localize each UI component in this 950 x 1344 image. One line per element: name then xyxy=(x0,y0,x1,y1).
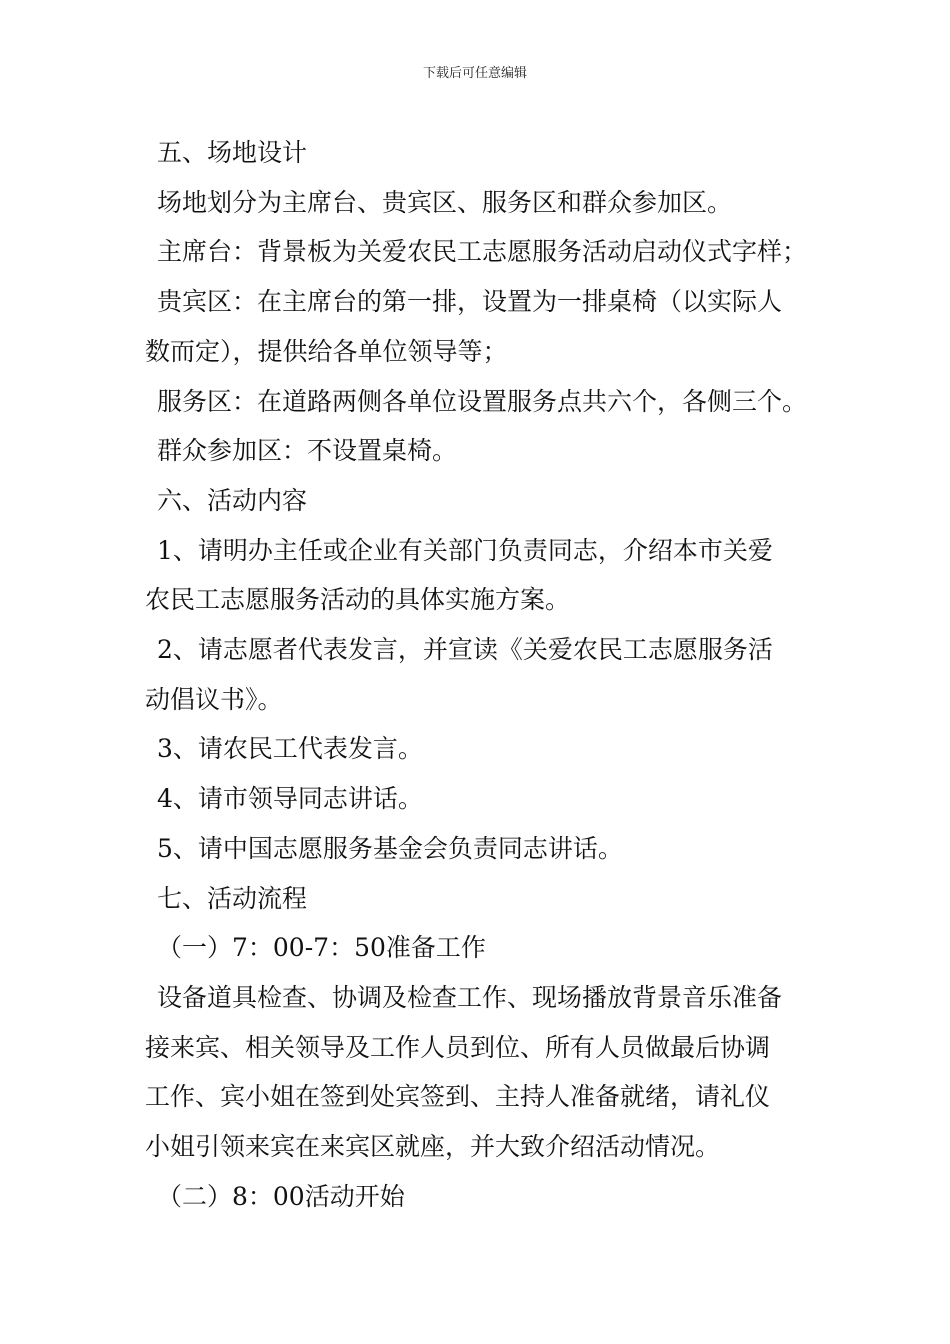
paragraph-line: 贵宾区：在主席台的第一排，设置为一排桌椅（以实际人 xyxy=(157,287,783,317)
paragraph-line: 3、请农民工代表发言。 xyxy=(157,734,423,764)
subsection-heading: （一）7：00-7：50准备工作 xyxy=(157,933,486,963)
paragraph-line: 工作、宾小姐在签到处宾签到、主持人准备就绪，请礼仪 xyxy=(145,1082,771,1112)
paragraph-line: 1、请明办主任或企业有关部门负责同志，介绍本市关爱 xyxy=(157,535,773,565)
paragraph-line: 五、场地设计 xyxy=(157,138,308,167)
paragraph-line: 接来宾、相关领导及工作人员到位、所有人员做最后协调 xyxy=(145,1032,771,1062)
section-heading: 七、活动流程 xyxy=(157,883,308,913)
paragraph-line: 2、请志愿者代表发言，并宣读《关爱农民工志愿服务活 xyxy=(157,635,773,665)
paragraph-line: 4、请市领导同志讲话。 xyxy=(157,784,423,814)
paragraph-line: 农民工志愿服务活动的具体实施方案。 xyxy=(145,585,571,615)
paragraph-line: 动倡议书》。 xyxy=(145,684,283,714)
page-header: 下载后可任意编辑 xyxy=(422,66,527,81)
paragraph-line: 场地划分为主席台、贵宾区、服务区和群众参加区。 xyxy=(157,187,733,217)
paragraph-line: 5、请中国志愿服务基金会负责同志讲话。 xyxy=(157,833,623,863)
paragraph-line: 设备道具检查、协调及检查工作、现场播放背景音乐准备 xyxy=(157,982,783,1012)
paragraph-line: 数而定），提供给各单位领导等； xyxy=(145,336,508,366)
paragraph-line: 主席台：背景板为关爱农民工志愿服务活动启动仪式字样； xyxy=(157,237,808,267)
section-heading: 六、活动内容 xyxy=(157,485,308,515)
document-body xyxy=(145,128,815,1221)
paragraph-line: 服务区：在道路两侧各单位设置服务点共六个，各侧三个。 xyxy=(157,386,808,416)
paragraph-line: 小姐引领来宾在来宾区就座，并大致介绍活动情况。 xyxy=(145,1132,721,1162)
subsection-heading: （二）8：00活动开始 xyxy=(157,1181,405,1211)
paragraph-line: 群众参加区：不设置桌椅。 xyxy=(157,436,458,466)
